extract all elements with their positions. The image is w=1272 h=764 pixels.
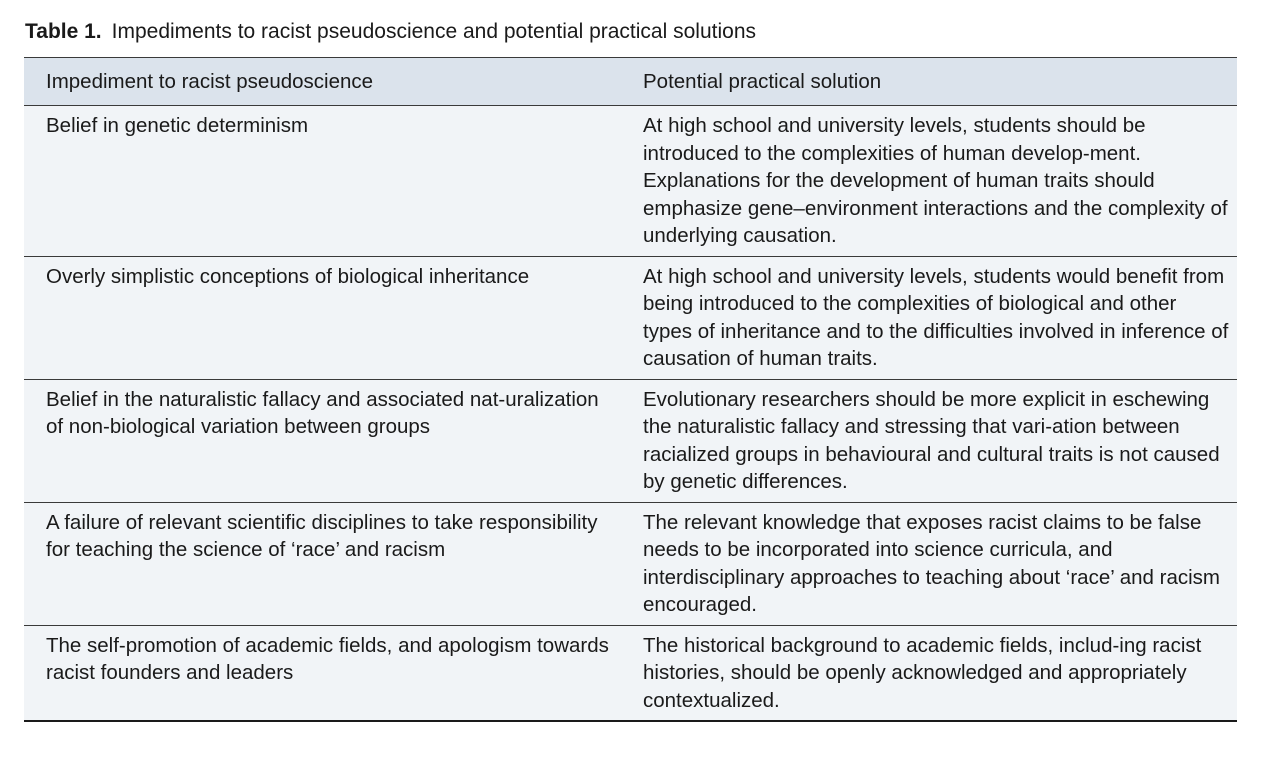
solution-cell: At high school and university levels, students would benefit from being introduced to the complexities of biological and other types of inheritance and to the difficulties involved in inference of causation of human traits.	[621, 256, 1237, 379]
table-header-row	[24, 58, 1237, 106]
table-caption-title: Impediments to racist pseudoscience and potential practical solutions	[111, 20, 756, 43]
solution-cell: At high school and university levels, students should be introduced to the complexities of human develop-ment. Explanations for the development of human traits should emphasize gene–environment interactions and the complexity of underlying causation.	[621, 106, 1237, 257]
table-caption-label: Table 1.	[25, 20, 102, 43]
impediment-cell: The self-promotion of academic fields, and apologism towards racist founders and leaders	[24, 625, 621, 721]
impediment-cell: Overly simplistic conceptions of biological inheritance	[24, 256, 621, 379]
solution-cell: Evolutionary researchers should be more explicit in eschewing the naturalistic fallacy and stressing that vari-ation between racialized groups in behavioural and cultural traits is not caused by genetic differences.	[621, 379, 1237, 502]
solution-cell: The historical background to academic fields, includ-ing racist histories, should be openly acknowledged and appropriately contextualized.	[621, 625, 1237, 721]
column-header-solution: Potential practical solution	[621, 58, 1237, 106]
impediment-cell: Belief in genetic determinism	[24, 106, 621, 257]
impediment-cell: A failure of relevant scientific disciplines to take responsibility for teaching the science of ‘race’ and racism	[24, 502, 621, 625]
impediment-cell: Belief in the naturalistic fallacy and associated nat-uralization of non-biological variation between groups	[24, 379, 621, 502]
table-row	[24, 379, 1237, 502]
table-row	[24, 502, 1237, 625]
table-row	[24, 625, 1237, 721]
table-row	[24, 106, 1237, 257]
table-container	[24, 57, 1237, 722]
column-header-impediment: Impediment to racist pseudoscience	[24, 58, 621, 106]
table-caption	[25, 18, 756, 46]
impediments-table	[24, 57, 1237, 722]
solution-cell: The relevant knowledge that exposes racist claims to be false needs to be incorporated into science curricula, and interdisciplinary approaches to teaching about ‘race’ and racism encouraged.	[621, 502, 1237, 625]
table-row	[24, 256, 1237, 379]
